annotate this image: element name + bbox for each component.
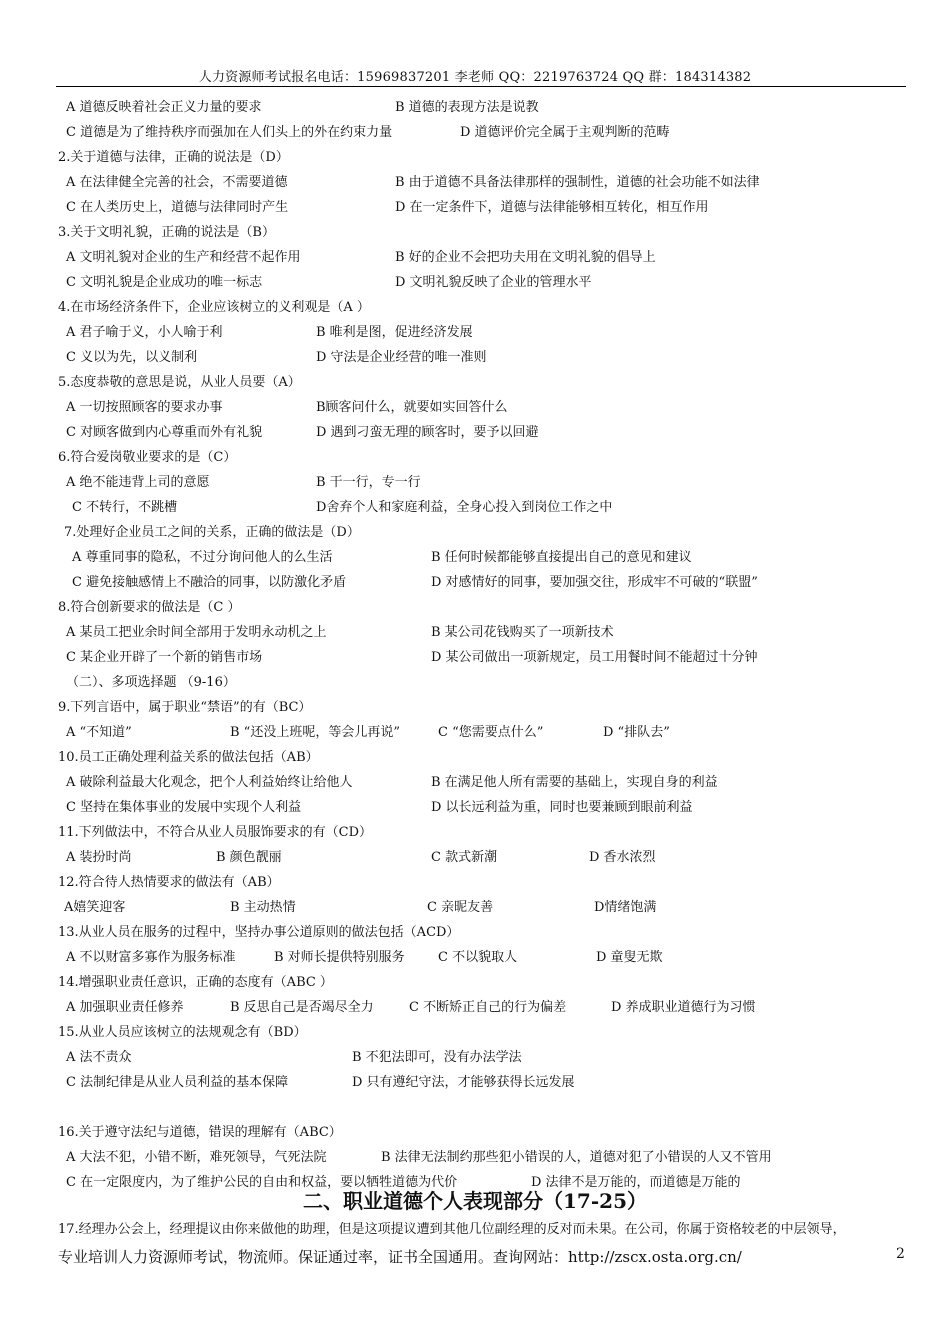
- option-text: A 一切按照顾客的要求办事: [66, 400, 223, 415]
- text-line: [0, 199, 950, 224]
- text-line: [0, 674, 950, 699]
- option-text: A嬉笑迎客: [64, 900, 126, 915]
- option-text: D 遇到刁蛮无理的顾客时，要予以回避: [316, 425, 539, 440]
- option-text: B 反思自己是否竭尽全力: [230, 1000, 374, 1015]
- text-line: [0, 124, 950, 149]
- text-line: [0, 1049, 950, 1074]
- option-text: A 法不责众: [66, 1050, 132, 1065]
- option-text: A 某员工把业余时间全部用于发明永动机之上: [66, 625, 327, 640]
- option-text: C 不以貌取人: [438, 950, 518, 965]
- text-line: [0, 1221, 950, 1246]
- text-line: [0, 749, 950, 774]
- question-text: 4.在市场经济条件下，企业应该树立的义利观是（A ）: [58, 300, 370, 315]
- option-text: B 某公司花钱购买了一项新技术: [431, 625, 614, 640]
- option-text: C 不断矫正自己的行为偏差: [409, 1000, 567, 1015]
- option-text: C 在人类历史上，道德与法律同时产生: [66, 200, 289, 215]
- option-text: D 在一定条件下，道德与法律能够相互转化，相互作用: [395, 200, 709, 215]
- page-header: 人力资源师考试报名电话：15969837201 李老师 QQ：2219763724 QQ 群：184314382: [198, 70, 752, 85]
- option-text: C 不转行，不跳槽: [72, 500, 178, 515]
- option-text: B “还没上班呢，等会儿再说”: [230, 725, 400, 740]
- option-text: A 在法律健全完善的社会，不需要道德: [66, 175, 288, 190]
- option-text: B 在满足他人所有需要的基础上，实现自身的利益: [431, 775, 718, 790]
- text-line: [0, 774, 950, 799]
- question-text: 5.态度恭敬的意思是说，从业人员要（A）: [58, 375, 301, 390]
- text-line: [0, 249, 950, 274]
- option-text: D 守法是企业经营的唯一准则: [316, 350, 487, 365]
- option-text: B 由于道德不具备法律那样的强制性，道德的社会功能不如法律: [395, 175, 760, 190]
- question-text: 7.处理好企业员工之间的关系，正确的做法是（D）: [64, 525, 360, 540]
- text-line: [0, 849, 950, 874]
- section-title: 二、职业道德个人表现部分（17-25）: [303, 1189, 647, 1213]
- question-text: 2.关于道德与法律，正确的说法是（D）: [58, 150, 289, 165]
- option-text: D 对感情好的同事，要加强交往，形成牢不可破的“联盟”: [431, 575, 758, 590]
- option-text: C 道德是为了维持秩序而强加在人们头上的外在约束力量: [66, 125, 393, 140]
- option-text: A “不知道”: [66, 725, 132, 740]
- option-text: D 童叟无欺: [596, 950, 663, 965]
- option-text: B 唯利是图，促进经济发展: [316, 325, 473, 340]
- text-line: [0, 824, 950, 849]
- option-text: C 文明礼貌是企业成功的唯一标志: [66, 275, 263, 290]
- option-text: C 亲昵友善: [427, 900, 494, 915]
- text-line: [0, 724, 950, 749]
- text-line: [0, 349, 950, 374]
- option-text: B 法律无法制约那些犯小错误的人，道德对犯了小错误的人又不管用: [381, 1150, 772, 1165]
- text-line: [0, 874, 950, 899]
- text-line: [0, 99, 950, 124]
- page-footer: 专业培训人力资源师考试，物流师。保证通过率，证书全国通用。查询网站：http://zscx.osta.org.cn/: [58, 1248, 742, 1266]
- text-line: [0, 574, 950, 599]
- question-text: （二）、多项选择题 （9-16）: [66, 675, 236, 690]
- option-text: D 法律不是万能的，而道德是万能的: [531, 1175, 741, 1190]
- text-line: [0, 924, 950, 949]
- text-line: [0, 399, 950, 424]
- option-text: B 好的企业不会把功夫用在文明礼貌的倡导上: [395, 250, 656, 265]
- text-line: [0, 449, 950, 474]
- option-text: C 避免接触感情上不融洽的同事，以防激化矛盾: [72, 575, 347, 590]
- option-text: C 坚持在集体事业的发展中实现个人利益: [66, 800, 302, 815]
- question-text: 11.下列做法中，不符合从业人员服饰要求的有（CD）: [58, 825, 373, 840]
- option-text: C 义以为先，以义制利: [66, 350, 198, 365]
- question-text: 10.员工正确处理利益关系的做法包括（AB）: [58, 750, 319, 765]
- text-line: [0, 474, 950, 499]
- option-text: B顾客问什么，就要如实回答什么: [316, 400, 508, 415]
- option-text: C 对顾客做到内心尊重而外有礼貌: [66, 425, 263, 440]
- option-text: A 大法不犯，小错不断，难死领导，气死法院: [66, 1150, 327, 1165]
- option-text: D 养成职业道德行为习惯: [611, 1000, 756, 1015]
- question-text: 9.下列言语中，属于职业“禁语”的有（BC）: [58, 700, 312, 715]
- text-line: [0, 224, 950, 249]
- question-text: 6.符合爱岗敬业要求的是（C）: [58, 450, 237, 465]
- option-text: D 文明礼貌反映了企业的管理水平: [395, 275, 592, 290]
- option-text: A 绝不能违背上司的意愿: [66, 475, 210, 490]
- option-text: B 主动热情: [230, 900, 296, 915]
- text-line: [0, 999, 950, 1024]
- option-text: D 以长远利益为重，同时也要兼顾到眼前利益: [431, 800, 693, 815]
- option-text: B 任何时候都能够直接提出自己的意见和建议: [431, 550, 692, 565]
- text-line: [0, 374, 950, 399]
- option-text: D 只有遵纪守法，才能够获得长远发展: [352, 1075, 575, 1090]
- text-line: [0, 524, 950, 549]
- text-line: [0, 299, 950, 324]
- text-line: [0, 799, 950, 824]
- text-line: [0, 274, 950, 299]
- option-text: B 道德的表现方法是说教: [395, 100, 539, 115]
- question-text: 12.符合待人热情要求的做法有（AB）: [58, 875, 280, 890]
- text-line: [0, 174, 950, 199]
- text-line: [0, 499, 950, 524]
- text-line: [0, 949, 950, 974]
- header-divider: [56, 86, 906, 87]
- option-text: D 某公司做出一项新规定，员工用餐时间不能超过十分钟: [431, 650, 758, 665]
- question-text: 13.从业人员在服务的过程中，坚持办事公道原则的做法包括（ACD）: [58, 925, 460, 940]
- text-line: [0, 1024, 950, 1049]
- option-text: B 对师长提供特别服务: [274, 950, 405, 965]
- option-text: C “您需要点什么”: [438, 725, 544, 740]
- text-line: [0, 624, 950, 649]
- question-text: 14.增强职业责任意识，正确的态度有（ABC ）: [58, 975, 333, 990]
- option-text: A 文明礼貌对企业的生产和经营不起作用: [66, 250, 301, 265]
- option-text: D “排队去”: [603, 725, 670, 740]
- option-text: A 加强职业责任修养: [66, 1000, 184, 1015]
- text-line: [0, 699, 950, 724]
- text-line: [0, 599, 950, 624]
- text-line: [0, 899, 950, 924]
- option-text: D情绪饱满: [594, 900, 657, 915]
- text-line: [0, 974, 950, 999]
- option-text: A 装扮时尚: [66, 850, 132, 865]
- text-line: [0, 324, 950, 349]
- text-line: [0, 649, 950, 674]
- option-text: A 道德反映着社会正义力量的要求: [66, 100, 262, 115]
- text-line: [0, 549, 950, 574]
- option-text: A 尊重同事的隐私，不过分询问他人的么生活: [72, 550, 333, 565]
- option-text: D 道德评价完全属于主观判断的范畴: [460, 125, 670, 140]
- question-text: 3.关于文明礼貌，正确的说法是（B）: [58, 225, 275, 240]
- option-text: A 君子喻于义，小人喻于利: [66, 325, 223, 340]
- text-line: [0, 1124, 950, 1149]
- question-text: 17.经理办公会上，经理提议由你来做他的助理，但是这项提议遭到其他几位副经理的反对而未果。在公司，你属于资格较老的中层领导，: [58, 1222, 846, 1237]
- option-text: A 不以财富多寡作为服务标准: [66, 950, 236, 965]
- option-text: C 款式新潮: [431, 850, 498, 865]
- text-line: [0, 1074, 950, 1099]
- option-text: D 香水浓烈: [589, 850, 656, 865]
- option-text: C 在一定限度内，为了维护公民的自由和权益，要以牺牲道德为代价: [66, 1175, 458, 1190]
- option-text: B 颜色靓丽: [216, 850, 282, 865]
- option-text: B 干一行，专一行: [316, 475, 421, 490]
- question-text: 8.符合创新要求的做法是（C ）: [58, 600, 241, 615]
- text-line: [0, 149, 950, 174]
- option-text: D舍弃个人和家庭利益，全身心投入到岗位工作之中: [316, 500, 613, 515]
- page-number: 2: [896, 1246, 905, 1262]
- text-line: [0, 1149, 950, 1174]
- option-text: C 某企业开辟了一个新的销售市场: [66, 650, 263, 665]
- option-text: A 破除利益最大化观念，把个人利益始终让给他人: [66, 775, 353, 790]
- text-line: [0, 424, 950, 449]
- option-text: C 法制纪律是从业人员利益的基本保障: [66, 1075, 289, 1090]
- option-text: B 不犯法即可，没有办法学法: [352, 1050, 522, 1065]
- question-text: 15.从业人员应该树立的法规观念有（BD）: [58, 1025, 307, 1040]
- question-text: 16.关于遵守法纪与道德，错误的理解有（ABC）: [58, 1125, 342, 1140]
